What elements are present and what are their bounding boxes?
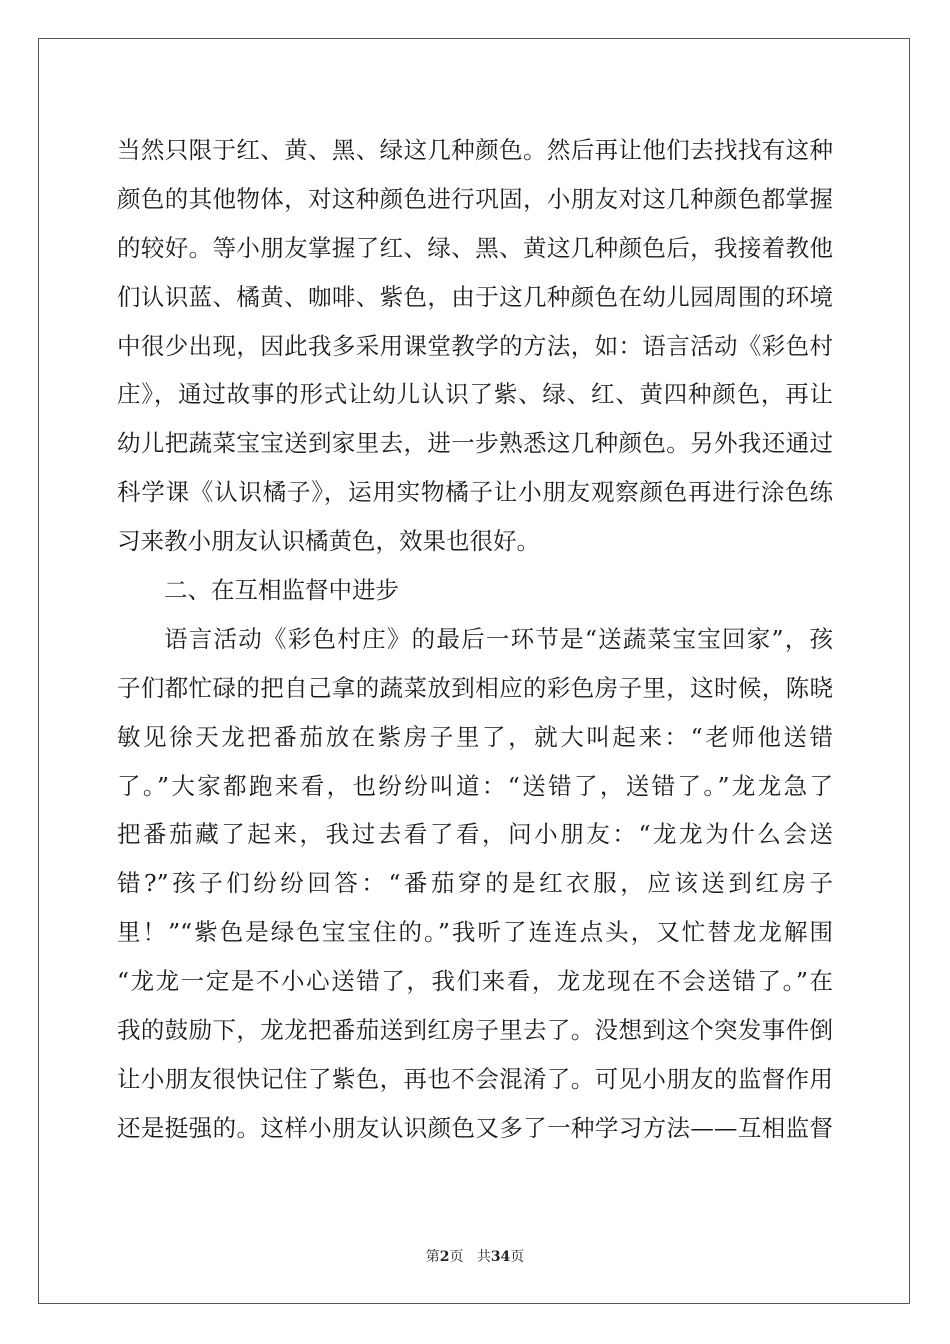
total-pages: 34 xyxy=(490,1249,511,1265)
text-line: 我的鼓励下，龙龙把番茄送到红房子里去了。没想到这个突发事件倒 xyxy=(117,1016,833,1045)
text-line: 习来教小朋友认识橘黄色，效果也很好。 xyxy=(117,527,540,556)
text-line: 敏见徐天龙把番茄放在紫房子里了，就大叫起来：“老师他送错 xyxy=(117,722,833,751)
total-suffix: 页 xyxy=(510,1249,525,1265)
text-line: 当然只限于红、黄、黑、绿这几种颜色。然后再让他们去找找有这种 xyxy=(117,136,833,164)
text-line: 让小朋友很快记住了紫色，再也不会混淆了。可见小朋友的监督作用 xyxy=(117,1064,833,1093)
text-line: 科学课《认识橘子》，运用实物橘子让小朋友观察颜色再进行涂色练 xyxy=(117,478,833,507)
text-line: 里！”“紫色是绿色宝宝住的。”我听了连连点头，又忙替龙龙解围 xyxy=(117,918,833,947)
page-footer xyxy=(0,1247,950,1267)
text-line: 子们都忙碌的把自己拿的蔬菜放到相应的彩色房子里，这时候，陈晓 xyxy=(117,673,833,702)
text-line: 错?”孩子们纷纷回答：“番茄穿的是红衣服，应该送到红房子 xyxy=(117,869,833,898)
page-number: 2 xyxy=(439,1249,450,1265)
text-line: 把番茄藏了起来，我过去看了看，问小朋友：“龙龙为什么会送 xyxy=(117,820,833,849)
text-line: 语言活动《彩色村庄》的最后一环节是“送蔬菜宝宝回家”，孩 xyxy=(164,624,833,653)
text-line: 中很少出现，因此我多采用课堂教学的方法，如：语言活动《彩色村 xyxy=(117,331,833,360)
text-line: 了。”大家都跑来看，也纷纷叫道：“送错了，送错了。”龙龙急了 xyxy=(117,771,833,800)
document-body xyxy=(117,126,833,1153)
text-line: 们认识蓝、橘黄、咖啡、紫色，由于这几种颜色在幼儿园周围的环境 xyxy=(117,282,833,311)
text-line: 还是挺强的。这样小朋友认识颜色又多了一种学习方法——互相监督 xyxy=(117,1113,833,1142)
text-line: 庄》，通过故事的形式让幼儿认识了紫、绿、红、黄四种颜色，再让 xyxy=(117,380,833,409)
text-line: 幼儿把蔬菜宝宝送到家里去，进一步熟悉这几种颜色。另外我还通过 xyxy=(117,429,833,458)
page-suffix: 页 xyxy=(449,1249,464,1265)
page-prefix: 第 xyxy=(425,1249,440,1265)
text-line: 的较好。等小朋友掌握了红、绿、黑、黄这几种颜色后，我接着教他 xyxy=(117,233,833,262)
text-line: 颜色的其他物体，对这种颜色进行巩固，小朋友对这几种颜色都掌握 xyxy=(117,184,833,213)
text-line: “龙龙一定是不小心送错了，我们来看，龙龙现在不会送错了。”在 xyxy=(117,967,833,996)
section-heading: 二、在互相监督中进步 xyxy=(164,576,399,605)
total-prefix: 共 xyxy=(476,1249,491,1265)
